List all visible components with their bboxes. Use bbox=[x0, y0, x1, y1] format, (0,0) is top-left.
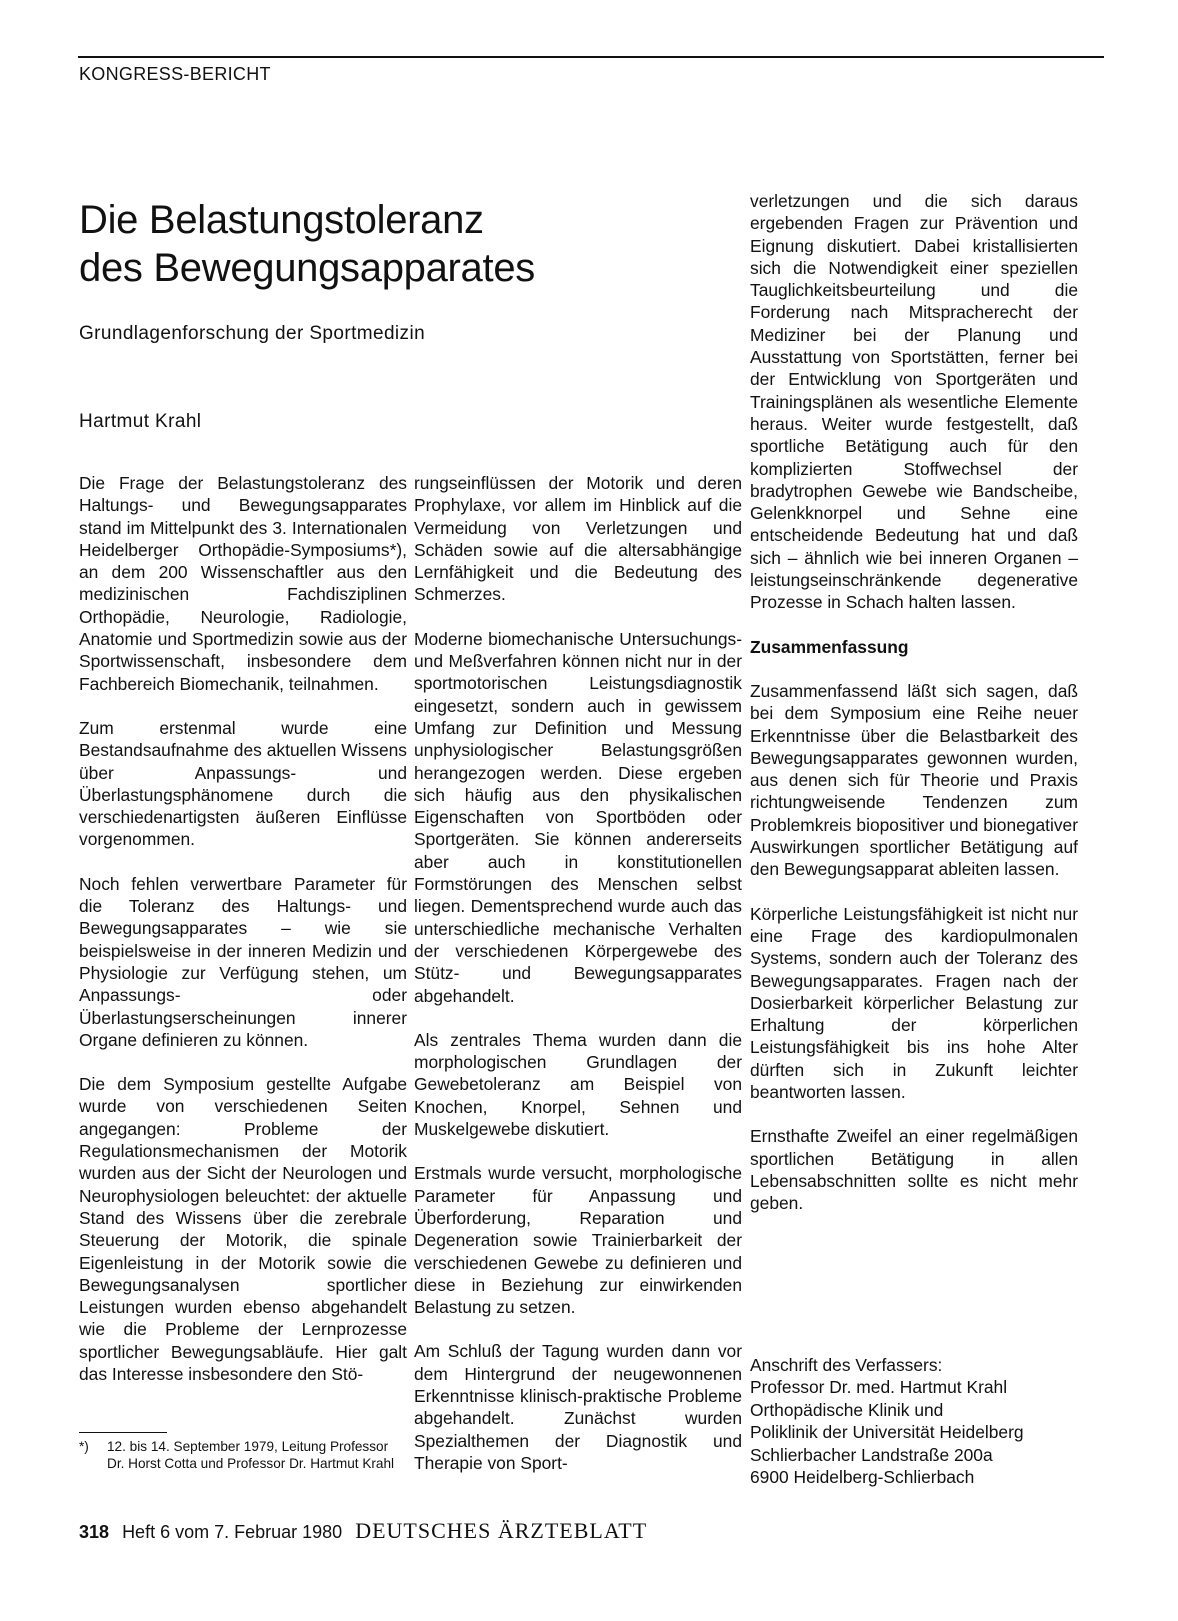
paragraph: Körperliche Leistungsfähigkeit ist nicht nur eine Frage des kardiopulmonalen Systems, sondern auch der Toleranz des Bewegungsapparates. Fragen nach der Dosierbarkeit körperlicher Belastung zur Erhaltung der körperlichen Leistungsfähigkeit bis ins hohe Alter dürften sich in Zukunft leichter beantworten lassen. bbox=[750, 903, 1078, 1102]
paragraph: Am Schluß der Tagung wurden dann vor dem Hintergrund der neugewonnenen Erkenntnisse klinisch-praktische Probleme abgehandelt. Zunächst wurden Spezialthemen der Diagnostik und Therapie von Sport- bbox=[414, 1341, 742, 1473]
footnote bbox=[79, 1439, 399, 1472]
title-line-1: Die Belastungstoleranz bbox=[79, 198, 484, 242]
paragraph: Die Frage der Belastungstoleranz des Haltungs- und Bewegungsapparates stand im Mittelpunkt des 3. Internationalen Heidelberger Orthopädie-Symposiums*), an dem 200 Wissenschaftler aus den medizinischen Fachdisziplinen Orthopädie, Neurologie, Radiologie, Anatomie und Sportmedizin sowie aus der Sportwissenschaft, insbesondere dem Fachbereich Biomechanik, teilnahmen. bbox=[79, 473, 407, 694]
header-rule bbox=[78, 56, 1104, 58]
paragraph: Zusammenfassend läßt sich sagen, daß bei dem Symposium eine Reihe neuer Erkenntnisse über die Belastbarkeit des Bewegungsapparates gewonnen wurden, aus denen sich für Theorie und Praxis richtungweisende Tendenzen zum Problemkreis biopositiver und bionegativer Auswirkungen sportlicher Betätigung auf den Bewegungsapparat ableiten lassen. bbox=[750, 680, 1078, 880]
journal-name: DEUTSCHES ÄRZTEBLATT bbox=[355, 1518, 648, 1543]
article-title bbox=[79, 196, 535, 292]
address-line: Schlierbacher Landstraße 200a bbox=[750, 1444, 993, 1465]
paragraph: Als zentrales Thema wurden dann die morphologischen Grundlagen der Gewebetoleranz am Beispiel von Knochen, Knorpel, Sehnen und Muskelgewebe diskutiert. bbox=[414, 1029, 742, 1140]
address-line: 6900 Heidelberg-Schlierbach bbox=[750, 1467, 975, 1488]
paragraph: rungseinflüssen der Motorik und deren Prophylaxe, vor allem im Hinblick auf die Vermeidung von Verletzungen und Schäden sowie auf die altersabhängige Lernfähigkeit und die Bedeutung des Schmerzes. bbox=[414, 473, 742, 605]
footnote-text: 12. bis 14. September 1979, Leitung Professor Dr. Horst Cotta und Professor Dr. Hartmut Krahl bbox=[107, 1439, 395, 1471]
article-author: Hartmut Krahl bbox=[79, 411, 202, 432]
address-line: Poliklinik der Universität Heidelberg bbox=[750, 1422, 1024, 1443]
issue-info: Heft 6 vom 7. Februar 1980 bbox=[122, 1522, 343, 1542]
column-middle bbox=[414, 472, 742, 1474]
column-left bbox=[79, 472, 407, 1385]
address-line: Professor Dr. med. Hartmut Krahl bbox=[750, 1377, 1008, 1398]
column-right bbox=[750, 190, 1078, 1214]
page-footer bbox=[79, 1518, 647, 1544]
article-subtitle: Grundlagenforschung der Sportmedizin bbox=[79, 323, 426, 344]
section-heading: Zusammenfassung bbox=[750, 636, 909, 657]
paragraph: Zum erstenmal wurde eine Bestandsaufnahme des aktuellen Wissens über Anpassungs- und Überlastungsphänomene durch die verschiedenartigsten äußeren Einflüsse vorgenommen. bbox=[79, 717, 407, 850]
footnote-rule bbox=[79, 1432, 167, 1433]
page-number: 318 bbox=[79, 1522, 110, 1542]
paragraph: Die dem Symposium gestellte Aufgabe wurde von verschiedenen Seiten angegangen: Probleme der Regulationsmechanismen der Motorik wurden aus der Sicht der Neurologen und Neurophysiologen beleuchtet: der aktuelle Stand des Wissens über die zerebrale Steuerung der Motorik, die spinale Eigenleistung in der Motorik sowie die Bewegungsanalysen sportlicher Leistungen wurden ebenso abgehandelt wie die Probleme der Lernprozesse sportlicher Bewegungsabläufe. Hier galt das Interesse insbesondere den Stö- bbox=[79, 1074, 407, 1384]
section-label: KONGRESS-BERICHT bbox=[79, 64, 271, 84]
paragraph: Erstmals wurde versucht, morphologische Parameter für Anpassung und Überforderung, Reparation und Degeneration sowie Trainierbarkeit der verschiedenen Gewebe zu definieren und diese in Beziehung zur einwirkenden Belastung zu setzen. bbox=[414, 1163, 742, 1318]
paragraph: Moderne biomechanische Untersuchungs- und Meßverfahren können nicht nur in der sportmotorischen Leistungsdiagnostik eingesetzt, sondern auch in gewissem Umfang zur Definition und Messung unphysiologischer Belastungsgrößen herangezogen werden. Diese ergeben sich häufig aus den physikalischen Eigenschaften von Sportböden oder Sportgeräten. Sie können andererseits aber auch in konstitutionellen Formstörungen des Menschen selbst liegen. Dementsprechend wurde auch das unterschiedliche mechanische Verhalten der verschiedenen Körpergewebe des Stütz- und Bewegungsapparates abgehandelt. bbox=[414, 628, 742, 1006]
paragraph: Noch fehlen verwertbare Parameter für die Toleranz des Haltungs- und Bewegungsapparates – wie sie beispielsweise in der inneren Medizin und Physiologie zur Verfügung stehen, um Anpassungs- oder Überlastungserscheinungen innerer Organe definieren zu können. bbox=[79, 873, 407, 1050]
paragraph: verletzungen und die sich daraus ergebenden Fragen zur Prävention und Eignung diskutiert. Dabei kristallisierten sich die Notwendigkeit einer speziellen Tauglichkeitsbeurteilung und die Forderung nach Mitspracherecht der Mediziner bei der Planung und Ausstattung von Sportstätten, ferner bei der Entwicklung von Sportgeräten und Trainingsplänen als wesentliche Elemente heraus. Weiter wurde festgestellt, daß sportliche Betätigung auch für den komplizierten Stoffwechsel der bradytrophen Gewebe wie Bandscheibe, Gelenkknorpel und Sehne eine entscheidende Bedeutung hat und daß sich – ähnlich wie bei inneren Organen – leistungseinschränkende degenerative Prozesse in Schach halten lassen. bbox=[750, 191, 1078, 613]
footnote-mark: *) bbox=[79, 1439, 89, 1454]
paragraph: Ernsthafte Zweifel an einer regelmäßigen sportlichen Betätigung in allen Lebensabschnitten sollte es nicht mehr geben. bbox=[750, 1126, 1078, 1214]
address-line: Anschrift des Verfassers: bbox=[750, 1355, 943, 1375]
address-line: Orthopädische Klinik und bbox=[750, 1399, 944, 1420]
title-line-2: des Bewegungsapparates bbox=[79, 246, 535, 290]
author-address bbox=[750, 1354, 1090, 1488]
